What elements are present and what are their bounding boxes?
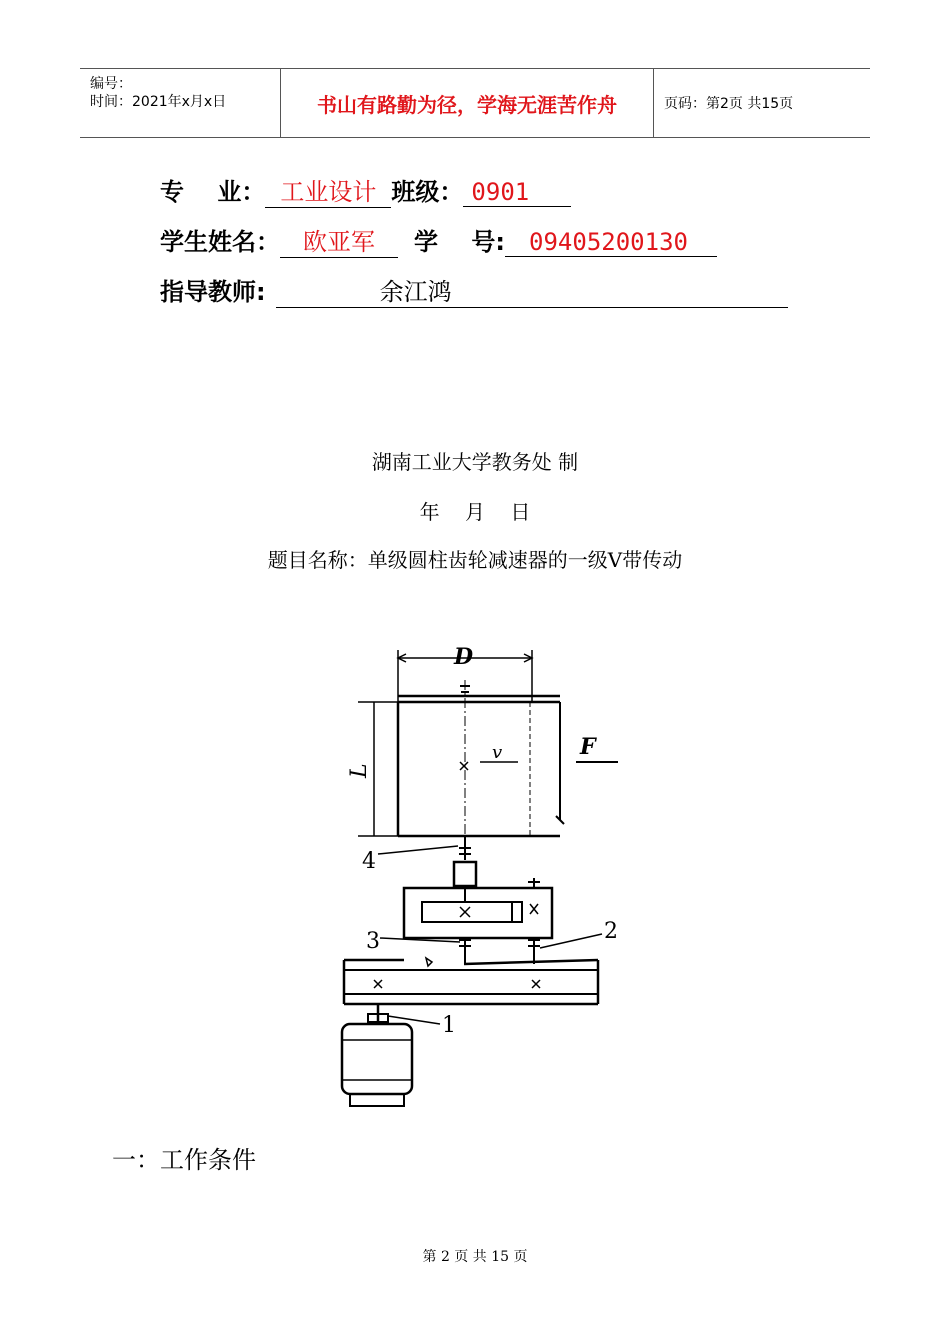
label-D: D	[454, 644, 474, 670]
id-value: 09405200130	[529, 228, 688, 256]
label-v: v	[492, 742, 503, 763]
teacher-line	[160, 272, 788, 308]
teacher-label: 指导教师:	[160, 278, 266, 306]
label-4: 4	[362, 849, 376, 874]
header-meta-cell	[80, 69, 281, 137]
time-label: 时间：2021年x月x日	[90, 94, 227, 110]
major-line	[160, 172, 571, 208]
institution: 湖南工业大学教务处 制	[371, 450, 579, 474]
label-L: L	[347, 763, 372, 778]
topic: 题目名称：单级圆柱齿轮减速器的一级V带传动	[267, 548, 683, 572]
class-label: 班级：	[391, 178, 464, 206]
name-value: 欧亚军	[303, 228, 375, 256]
header-table	[80, 68, 870, 138]
label-1: 1	[442, 1013, 456, 1038]
name-line	[160, 222, 717, 258]
page-info: 页码：第2页 共15页	[664, 96, 794, 112]
label-F: F	[580, 734, 596, 760]
class-value: 0901	[471, 178, 530, 206]
name-label: 学生姓名：	[160, 228, 280, 256]
page-footer: 第 2 页 共 15 页	[422, 1249, 528, 1265]
transmission-diagram	[340, 640, 640, 1115]
date-line: 年 月 日	[419, 500, 531, 524]
label-2: 2	[604, 919, 618, 944]
id-label: 学 号:	[414, 228, 506, 256]
teacher-value: 余江鸿	[379, 278, 452, 306]
number-label: 编号：	[90, 76, 132, 92]
section-heading: 一：工作条件	[112, 1146, 256, 1174]
label-3: 3	[366, 929, 380, 954]
motto: 书山有路勤为径，学海无涯苦作舟	[281, 69, 654, 137]
major-label: 专 业：	[160, 178, 266, 206]
major-value: 工业设计	[280, 178, 377, 206]
